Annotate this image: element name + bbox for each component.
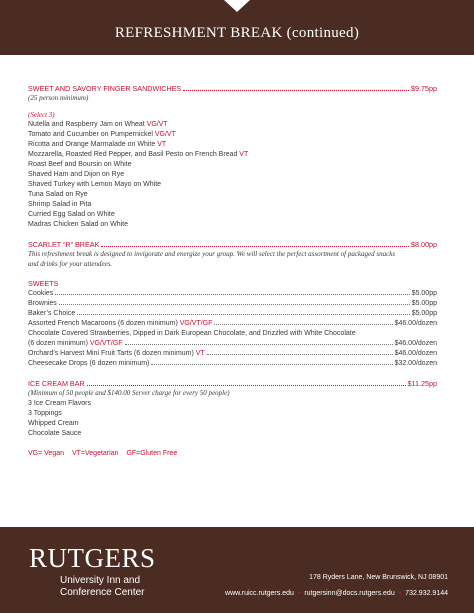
list-item: Tuna Salad on Rye xyxy=(28,191,88,199)
price-row: Brownies $5.00pp xyxy=(28,300,437,308)
scarlet-heading: SCARLET “R” BREAK xyxy=(28,240,100,250)
legend-vegan: VG= Vegan xyxy=(28,449,65,457)
list-item: Ricotta and Orange Marmalade on White VT xyxy=(28,141,167,149)
list-item: Chocolate Sauce xyxy=(28,429,82,437)
strawberries-description: Chocolate Covered Strawberries, Dipped in Dark European Chocolate, and Drizzled with White Chocolate xyxy=(28,330,356,338)
legend-vegetarian: VT=Vegetarian xyxy=(71,449,119,457)
sandwich-list xyxy=(28,120,437,230)
list-item: Roast Beef and Boursin on White xyxy=(28,161,132,169)
list-item: Whipped Cream xyxy=(28,419,79,427)
sandwiches-select: (Select 3) xyxy=(28,110,55,119)
leader-dots xyxy=(87,385,406,386)
footer-address: 178 Ryders Lane, New Brunswick, NJ 08901 xyxy=(309,574,448,581)
rutgers-logo: RUTGERS xyxy=(29,543,156,573)
scarlet-description-1: This refreshment break is designed to invigorate and energize your group. We will select the perfect assortment of packaged snacks xyxy=(28,250,396,259)
sweets-heading-row xyxy=(28,279,437,289)
list-item: Mozzarella, Roasted Red Pepper, and Basil Pesto on French Bread VT xyxy=(28,151,249,159)
ice-cream-heading: ICE CREAM BAR xyxy=(28,379,85,389)
website-link[interactable]: www.ruicc.rutgers.edu xyxy=(225,590,294,597)
list-item: 3 Ice Cream Flavors xyxy=(28,399,92,407)
header-notch xyxy=(224,0,250,12)
price-row: Orchard’s Harvest Mini Fruit Tarts (6 dozen minimum) VT $46.00/dozen xyxy=(28,350,437,358)
leader-dots xyxy=(101,246,409,247)
ice-cream-heading-row xyxy=(28,379,437,389)
scarlet-description-2: and drinks for your attendees. xyxy=(28,259,113,268)
sandwiches-heading: SWEET AND SAVORY FINGER SANDWICHES xyxy=(28,84,182,93)
leader-dots xyxy=(183,90,409,91)
ice-cream-price: $11.25pp xyxy=(407,379,437,389)
list-item: Curried Egg Salad on White xyxy=(28,211,115,219)
list-item: Madras Chicken Salad on White xyxy=(28,221,128,229)
sandwiches-price: $9.75pp xyxy=(411,84,437,93)
diet-legend xyxy=(28,449,437,459)
scarlet-heading-row xyxy=(28,240,437,250)
list-item: Nutella and Raspberry Jam on Wheat VG/VT xyxy=(28,121,168,129)
list-item: Tomato and Cucumber on Pumpernickel VG/VT xyxy=(28,131,176,139)
header-band xyxy=(0,0,474,55)
price-row: Cookies $5.00pp xyxy=(28,290,437,298)
footer-contact: www.ruicc.rutgers.edu • rutgersinn@docs.rutgers.edu • 732.932.9144 xyxy=(225,590,448,597)
price-row: (6 dozen minimum) VG/VT/GF $46.00/dozen xyxy=(28,340,437,348)
footer xyxy=(0,527,474,613)
list-item: Shrimp Salad in Pita xyxy=(28,201,92,209)
email-link[interactable]: rutgersinn@docs.rutgers.edu xyxy=(304,590,395,597)
sandwiches-minimum: (25 person minimum) xyxy=(28,94,89,102)
list-item: Shaved Turkey with Lemon Mayo on White xyxy=(28,181,162,189)
price-row: Baker’s Choice $5.00pp xyxy=(28,310,437,318)
page-title: REFRESHMENT BREAK (continued) xyxy=(114,25,360,41)
list-item: 3 Toppings xyxy=(28,409,62,417)
price-row: Assorted French Macaroons (6 dozen minimum) VG/VT/GF $46.00/dozen xyxy=(28,320,437,328)
sweets-heading: SWEETS xyxy=(28,279,59,289)
list-item: Shaved Ham and Dijon on Rye xyxy=(28,171,125,179)
menu-content xyxy=(28,84,437,459)
footer-subtitle: University Inn and Conference Center xyxy=(60,575,145,598)
ice-cream-minimum: (Minimum of 50 people and $140.00 Server charge for every 50 people) xyxy=(28,389,230,398)
scarlet-price: $8.00pp xyxy=(411,240,437,250)
phone-number: 732.932.9144 xyxy=(405,590,448,597)
price-row: Cheesecake Drops (6 dozen minimum) $32.00/dozen xyxy=(28,360,437,368)
sandwiches-heading-row xyxy=(28,84,437,94)
legend-gluten-free: GF=Gluten Free xyxy=(126,449,178,457)
